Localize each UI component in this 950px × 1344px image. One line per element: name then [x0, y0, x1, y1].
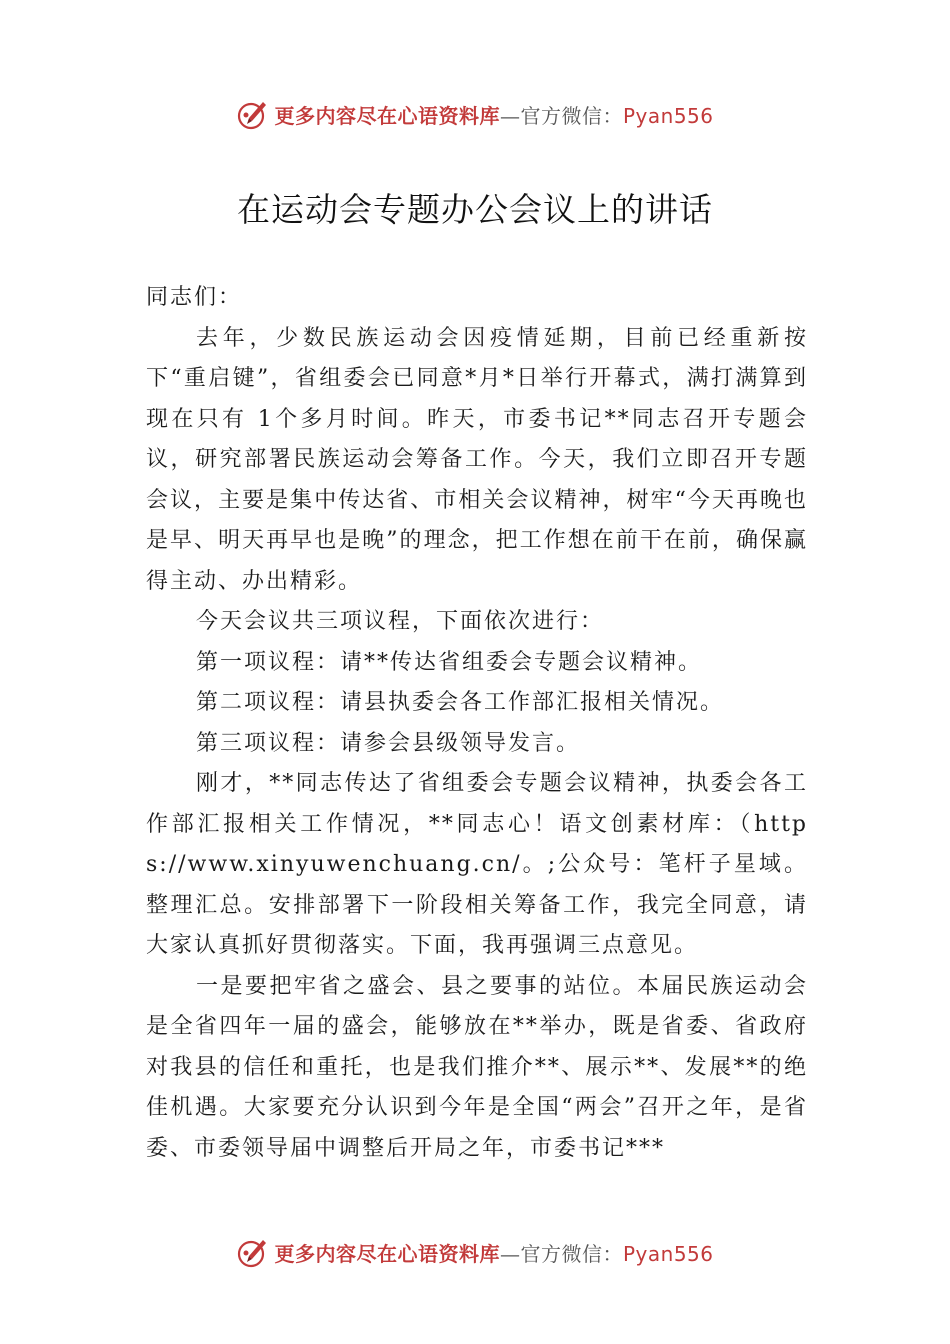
watermark-footer [0, 1232, 950, 1272]
document-title: 在运动会专题办公会议上的讲话 [237, 190, 713, 229]
salutation: 同志们： [146, 285, 243, 310]
pen-circle-logo-icon [236, 97, 270, 131]
document-body [146, 278, 808, 1169]
paragraph-intro: 去年，少数民族运动会因疫情延期，目前已经重新按下“重启键”，省组委会已同意*月*日举行开幕式，满打满算到现在只有 1个多月时间。昨天，市委书记**同志召开专题会议，研究部署民族运动会筹备工作。今天，我们立即召开专题会议，主要是集中传达省、市相关会议精神，树牢“今天再晚也是早、明天再早也是晚”的理念，把工作想在前干在前，确保赢得主动、办出精彩。 [146, 325, 808, 594]
paragraph-point-1: 一是要把牢省之盛会、县之要事的站位。本届民族运动会是全省四年一届的盛会，能够放在**举办，既是省委、省政府对我县的信任和重托，也是我们推介**、展示**、发展**的绝佳机遇。大家要充分认识到今年是全国“两会”召开之年，是省委、市委领导届中调整后开局之年，市委书记*** [146, 973, 808, 1161]
watermark-handle: Pyan556 [622, 103, 714, 128]
paragraph-agenda-intro: 今天会议共三项议程，下面依次进行： [196, 609, 605, 634]
paragraph-agenda-item-1: 第一项议程：请**传达省组委会专题会议精神。 [196, 649, 703, 675]
watermark-text [274, 1238, 713, 1267]
watermark-brand: 更多内容尽在心语资料库 [274, 1241, 500, 1266]
watermark-text [274, 100, 713, 129]
paragraph-agenda-item-2: 第二项议程：请县执委会各工作部汇报相关情况。 [196, 690, 725, 715]
watermark-brand: 更多内容尽在心语资料库 [274, 103, 500, 128]
paragraph-summary: 刚才，**同志传达了省组委会专题会议精神，执委会各工作部汇报相关工作情况，**同志心！语文创素材库：（https://www.xinyuwenchuang.cn/。;公众号：笔杆子星域。整理汇总。安排部署下一阶段相关筹备工作，我完全同意，请大家认真抓好贯彻落实。下面，我再强调三点意见。 [146, 771, 808, 958]
watermark-separator: —官方微信： [499, 103, 623, 128]
watermark-header [0, 94, 950, 134]
watermark-separator: —官方微信： [499, 1241, 623, 1266]
paragraph-agenda-item-3: 第三项议程：请参会县级领导发言。 [196, 730, 581, 756]
pen-circle-logo-icon [236, 1235, 270, 1269]
watermark-handle: Pyan556 [622, 1241, 714, 1266]
